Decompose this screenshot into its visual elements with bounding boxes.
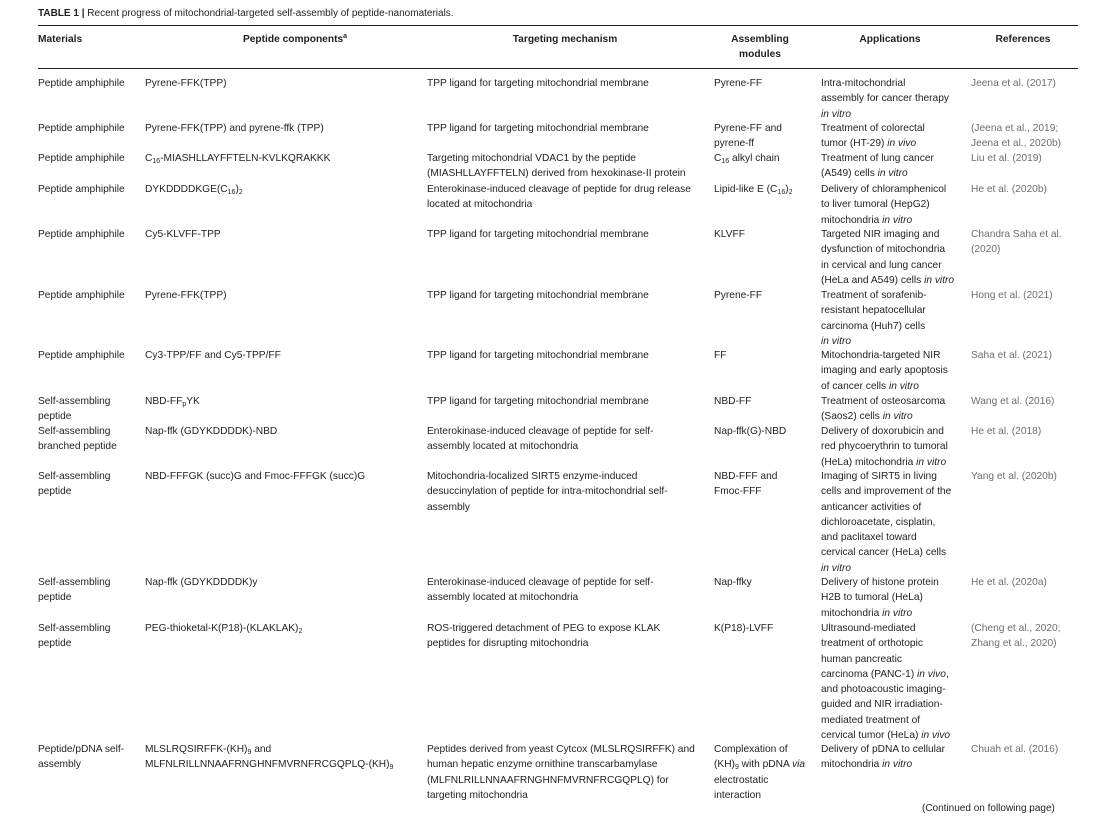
cell-line: of cancer cells in vitro — [821, 380, 919, 392]
cell-references — [971, 621, 1060, 652]
cell-peptide — [145, 182, 243, 197]
cell-peptide — [145, 121, 324, 136]
cell-line: Chandra Saha et al. — [971, 229, 1062, 240]
cell-line: assembly — [38, 759, 82, 771]
cell-line: Peptide/pDNA self- — [38, 744, 125, 755]
cell-applications — [821, 227, 954, 288]
cell-peptide — [145, 621, 302, 636]
cell-line: cervical cancer (HeLa) cells — [821, 547, 947, 559]
cell-targeting — [427, 121, 649, 136]
continued-note: (Continued on following page) — [922, 803, 1055, 814]
cell-applications — [821, 424, 948, 470]
cell-materials — [38, 182, 125, 197]
cell-line: guided and NIR irradiation- — [821, 699, 943, 711]
cell-line: desuccinylation of peptide for intra-mitochondrial self- — [427, 486, 668, 498]
cell-line: in vitro — [821, 108, 852, 120]
cell-line: Peptide amphiphile — [38, 290, 125, 301]
cell-materials — [38, 227, 125, 242]
header-assembling-modules: Assembling modules — [731, 34, 789, 60]
cell-peptide — [145, 469, 365, 484]
cell-peptide — [145, 742, 393, 773]
cell-line: K(P18)-LVFF — [714, 623, 774, 634]
cell-materials — [38, 621, 110, 652]
cell-line: $DYKDDDDKGE(C_{16})_2$ — [145, 184, 243, 196]
cell-references — [971, 575, 1047, 590]
cell-targeting — [427, 151, 686, 182]
cell-line: assembly for cancer therapy — [821, 93, 949, 105]
cell-line: Enterokinase-induced cleavage of peptide for self- — [427, 577, 654, 588]
cell-line: peptide — [38, 486, 72, 498]
header-targeting-mechanism: Targeting mechanism — [512, 34, 618, 45]
cell-targeting — [427, 348, 649, 363]
cell-line: Nap-ffk (GDYKDDDDK)-NBD — [145, 426, 278, 437]
cell-line: branched peptide — [38, 441, 117, 453]
cell-line: Ultrasound-mediated — [821, 623, 916, 634]
cell-peptide — [145, 424, 277, 439]
cell-line: KLVFF — [714, 229, 745, 240]
cell-line: NBD-FFFGK (succ)G and Fmoc-FFFGK (succ)G — [145, 471, 366, 482]
cell-line: tumor (HT-29) in vivo — [821, 138, 917, 150]
cell-line: in cervical and lung cancer — [821, 259, 942, 271]
cell-peptide — [145, 348, 281, 363]
cell-line: He et al. (2020b) — [971, 184, 1047, 195]
cell-modules — [714, 575, 752, 590]
cell-line: TPP ligand for targeting mitochondrial membrane — [427, 396, 649, 407]
cell-line: Liu et al. (2019) — [971, 153, 1042, 164]
cell-line: in vitro — [821, 562, 852, 574]
cell-line: Self-assembling — [38, 577, 111, 588]
cell-line: NBD-FF — [714, 396, 752, 407]
cell-references — [971, 182, 1047, 197]
cell-modules — [714, 621, 773, 636]
cell-targeting — [427, 424, 654, 455]
cell-line: and photoacoustic imaging- — [821, 684, 946, 696]
cell-line: PEG-$thioketal-K(P18)-(KLAKLAK)_2$ — [145, 623, 303, 635]
header-materials: Materials — [38, 34, 83, 45]
cell-line: carcinoma (Huh7) cells — [821, 320, 926, 332]
cell-line: carcinoma (PANC-1) in vivo, — [821, 668, 949, 680]
cell-line: Pyrene-FFK(TPP) and pyrene-ffk (TPP) — [145, 123, 324, 134]
cell-line: Jeena et al. (2017) — [971, 78, 1056, 89]
cell-line: (HeLa) mitochondria in vitro — [821, 456, 947, 468]
cell-line: Nap-ffk(G)-NBD — [714, 426, 787, 437]
cell-references — [971, 227, 1062, 258]
cell-line: interaction — [714, 789, 762, 801]
cell-line: $(KH)_9$ with pDNA via — [714, 759, 806, 772]
cell-line: MLSLRQSIRFFK-$(KH)_9$ and — [145, 744, 272, 756]
cell-modules — [714, 121, 782, 152]
cell-targeting — [427, 575, 654, 606]
cell-applications — [821, 469, 951, 576]
cell-line: Cy5-KLVFF-TPP — [145, 229, 221, 240]
cell-references — [971, 469, 1057, 484]
cell-peptide — [145, 288, 227, 303]
cell-line: peptides for disrupting mitochondria — [427, 638, 589, 650]
cell-line: Pyrene-FFK(TPP) — [145, 78, 227, 89]
cell-line: Enterokinase-induced cleavage of peptide for self- — [427, 426, 654, 437]
cell-line: mitochondria in vitro — [821, 607, 913, 619]
cell-line: Peptide amphiphile — [38, 184, 125, 195]
cell-line: (Jeena et al., 2019; — [971, 123, 1059, 134]
cell-modules — [714, 424, 786, 439]
cell-line: electrostatic — [714, 774, 769, 786]
cell-line: H2B to tumoral (HeLa) — [821, 592, 923, 604]
cell-line: dichloroacetate, cisplatin, — [821, 516, 936, 528]
cell-line: Jeena et al., 2020b) — [971, 138, 1062, 150]
cell-applications — [821, 76, 949, 122]
cell-line: Lipid-like E $(C_{16})_2$ — [714, 184, 793, 196]
cell-line: Treatment of osteosarcoma — [821, 396, 946, 407]
cell-line: Delivery of doxorubicin and — [821, 426, 944, 437]
cell-targeting — [427, 621, 660, 652]
cell-line: assembly — [427, 501, 471, 513]
cell-line: Self-assembling — [38, 396, 111, 407]
cell-line: Pyrene-FFK(TPP) — [145, 290, 227, 301]
cell-line: TPP ligand for targeting mitochondrial membrane — [427, 123, 649, 134]
cell-line: Pyrene-FF and — [714, 123, 782, 134]
cell-line: Wang et al. (2016) — [971, 396, 1055, 407]
cell-line: Enterokinase-induced cleavage of peptide for drug release — [427, 184, 691, 195]
cell-line: Peptide amphiphile — [38, 123, 125, 134]
cell-line: Delivery of chloramphenicol — [821, 184, 947, 195]
cell-line: (Saos2) cells in vitro — [821, 411, 913, 423]
cell-targeting — [427, 469, 668, 515]
cell-line: Cy3-TPP/FF and Cy5-TPP/FF — [145, 350, 281, 361]
cell-applications — [821, 288, 927, 349]
cell-line: FF — [714, 350, 727, 361]
cell-line: TPP ligand for targeting mitochondrial membrane — [427, 350, 649, 361]
cell-line: (HeLa and A549) cells in vitro — [821, 274, 955, 286]
cell-line: targeting mitochondria — [427, 789, 528, 801]
cell-references — [971, 121, 1061, 152]
cell-line: and paclitaxel toward — [821, 532, 917, 544]
cell-references — [971, 288, 1053, 303]
cell-applications — [821, 742, 945, 773]
cell-applications — [821, 394, 945, 425]
table-title: Recent progress of mitochondrial-targeted self-assembly of peptide-nanomaterials. — [84, 8, 454, 19]
cell-materials — [38, 742, 124, 773]
cell-line: Treatment of sorafenib- — [821, 290, 927, 301]
cell-line: (MLFNLRILLNNAAFRNGHNFMVRNFRCGQPLQ) for — [427, 774, 669, 786]
cell-line: TPP ligand for targeting mitochondrial membrane — [427, 229, 649, 240]
cell-materials — [38, 469, 110, 500]
cell-line: ROS-triggered detachment of PEG to expose KLAK — [427, 623, 661, 634]
cell-line: MLFNLRILLNNAAFRNGHNFMVRNFRCGQPLQ-$(KH)_9$ — [145, 759, 394, 772]
cell-line: $C_{16}-MIASHLLAYFFTELN$-KVLKQRAKKK — [145, 153, 331, 165]
cell-peptide — [145, 227, 221, 242]
cell-line: Peptide amphiphile — [38, 229, 125, 240]
cell-line: Nap-ffky — [714, 577, 752, 588]
cell-modules — [714, 151, 780, 166]
cell-line: He et al. (2020a) — [971, 577, 1047, 588]
cell-line: mediated treatment of — [821, 714, 921, 726]
cell-line: cells and improvement of the — [821, 486, 952, 498]
cell-references — [971, 394, 1054, 409]
header-peptide-components: Peptide components$^a$ — [242, 33, 348, 45]
cell-line: assembly located at mitochondria — [427, 592, 579, 604]
cell-line: Chuah et al. (2016) — [971, 744, 1059, 755]
cell-line: (A549) cells in vitro — [821, 168, 908, 180]
cell-references — [971, 424, 1041, 439]
table-label: TABLE 1 | — [38, 8, 85, 19]
cell-peptide — [145, 575, 257, 590]
cell-line: dysfunction of mitochondria — [821, 244, 946, 256]
cell-line: TPP ligand for targeting mitochondrial membrane — [427, 78, 649, 89]
cell-line: Intra-mitochondrial — [821, 78, 906, 89]
header-applications: Applications — [859, 34, 921, 45]
cell-applications — [821, 575, 939, 621]
cell-line: NBD-FFF and — [714, 471, 778, 482]
cell-targeting — [427, 227, 649, 242]
cell-line: Saha et al. (2021) — [971, 350, 1052, 361]
cell-materials — [38, 348, 125, 363]
cell-line: Imaging of SIRT5 in living — [821, 471, 937, 482]
cell-peptide — [145, 394, 200, 409]
cell-references — [971, 151, 1042, 166]
cell-modules — [714, 742, 805, 803]
cell-line: TPP ligand for targeting mitochondrial membrane — [427, 290, 649, 301]
cell-line: Zhang et al., 2020) — [971, 638, 1057, 650]
cell-line: mitochondria in vitro — [821, 759, 913, 771]
cell-line: Treatment of lung cancer — [821, 153, 934, 164]
cell-line: assembly located at mitochondria — [427, 441, 579, 453]
cell-line: Targeting mitochondrial VDAC1 by the peptide — [427, 153, 636, 164]
cell-applications — [821, 121, 925, 152]
cell-line: NBD-$FF_pYK$ — [145, 396, 200, 408]
cell-materials — [38, 288, 125, 303]
cell-line: peptide — [38, 411, 72, 423]
cell-materials — [38, 424, 117, 455]
cell-line: Complexation of — [714, 744, 788, 755]
cell-line: mitochondria in vitro — [821, 214, 913, 226]
cell-modules — [714, 76, 762, 91]
cell-references — [971, 742, 1058, 757]
cell-references — [971, 348, 1052, 363]
cell-line: (Cheng et al., 2020; — [971, 623, 1061, 634]
cell-line: peptide — [38, 592, 72, 604]
cell-references — [971, 76, 1056, 91]
cell-line: Yang et al. (2020b) — [971, 471, 1057, 482]
cell-targeting — [427, 288, 649, 303]
cell-line: Peptides derived from yeast Cytcox (MLSLRQSIRFFK) and — [427, 744, 695, 755]
cell-line: Delivery of histone protein — [821, 577, 939, 588]
cell-line: imaging and early apoptosis — [821, 365, 948, 377]
cell-line: Peptide amphiphile — [38, 153, 125, 164]
cell-applications — [821, 182, 946, 228]
cell-targeting — [427, 76, 649, 91]
cell-line: Hong et al. (2021) — [971, 290, 1053, 301]
cell-modules — [714, 182, 793, 197]
header-references: References — [995, 34, 1051, 45]
cell-line: Self-assembling — [38, 426, 111, 437]
cell-applications — [821, 151, 934, 182]
cell-line: Nap-ffk (GDYKDDDDK)y — [145, 577, 258, 588]
cell-line: to liver tumoral (HepG2) — [821, 199, 930, 211]
cell-peptide — [145, 76, 227, 91]
cell-line: human hepatic enzyme ornithine transcarbamylase — [427, 759, 658, 771]
cell-modules — [714, 288, 762, 303]
cell-line: He et al. (2018) — [971, 426, 1042, 437]
cell-materials — [38, 76, 125, 91]
cell-modules — [714, 348, 726, 363]
cell-targeting — [427, 394, 649, 409]
cell-materials — [38, 575, 110, 606]
cell-modules — [714, 394, 751, 409]
cell-targeting — [427, 182, 691, 213]
cell-line: Treatment of colorectal — [821, 123, 925, 134]
cell-line: Self-assembling — [38, 471, 111, 482]
cell-line: treatment of orthotopic — [821, 638, 923, 650]
cell-line: located at mitochondria — [427, 199, 533, 211]
cell-line: (MIASHLLAYFFTELN) derived from hexokinase-II protein — [427, 168, 686, 180]
cell-line: human pancreatic — [821, 653, 902, 665]
cell-line: anticancer activities of — [821, 501, 922, 513]
cell-line: Pyrene-FF — [714, 290, 763, 301]
cell-modules — [714, 227, 745, 242]
cell-targeting — [427, 742, 695, 803]
cell-line: resistant hepatocellular — [821, 305, 926, 317]
cell-line: Mitochondria-localized SIRT5 enzyme-induced — [427, 471, 638, 482]
cell-materials — [38, 394, 110, 425]
cell-line: red phycoerythrin to tumoral — [821, 441, 948, 453]
cell-line: cervical tumor (HeLa) in vivo — [821, 730, 951, 742]
cell-applications — [821, 621, 950, 743]
cell-line: $C_{16}$ alkyl chain — [714, 153, 780, 165]
cell-materials — [38, 151, 125, 166]
cell-peptide — [145, 151, 330, 166]
cell-materials — [38, 121, 125, 136]
cell-line: Fmoc-FFF — [714, 486, 762, 498]
cell-line: Mitochondria-targeted NIR — [821, 350, 941, 361]
cell-modules — [714, 469, 777, 500]
cell-line: peptide — [38, 638, 72, 650]
cell-line: Peptide amphiphile — [38, 78, 125, 89]
cell-line: (2020) — [971, 244, 1001, 256]
cell-line: Self-assembling — [38, 623, 111, 634]
cell-line: Pyrene-FF — [714, 78, 763, 89]
cell-applications — [821, 348, 948, 394]
cell-line: Peptide amphiphile — [38, 350, 125, 361]
cell-line: pyrene-ff — [714, 138, 755, 150]
cell-line: Targeted NIR imaging and — [821, 229, 940, 240]
cell-line: Delivery of pDNA to cellular — [821, 744, 945, 755]
cell-line: in vitro — [821, 335, 852, 347]
